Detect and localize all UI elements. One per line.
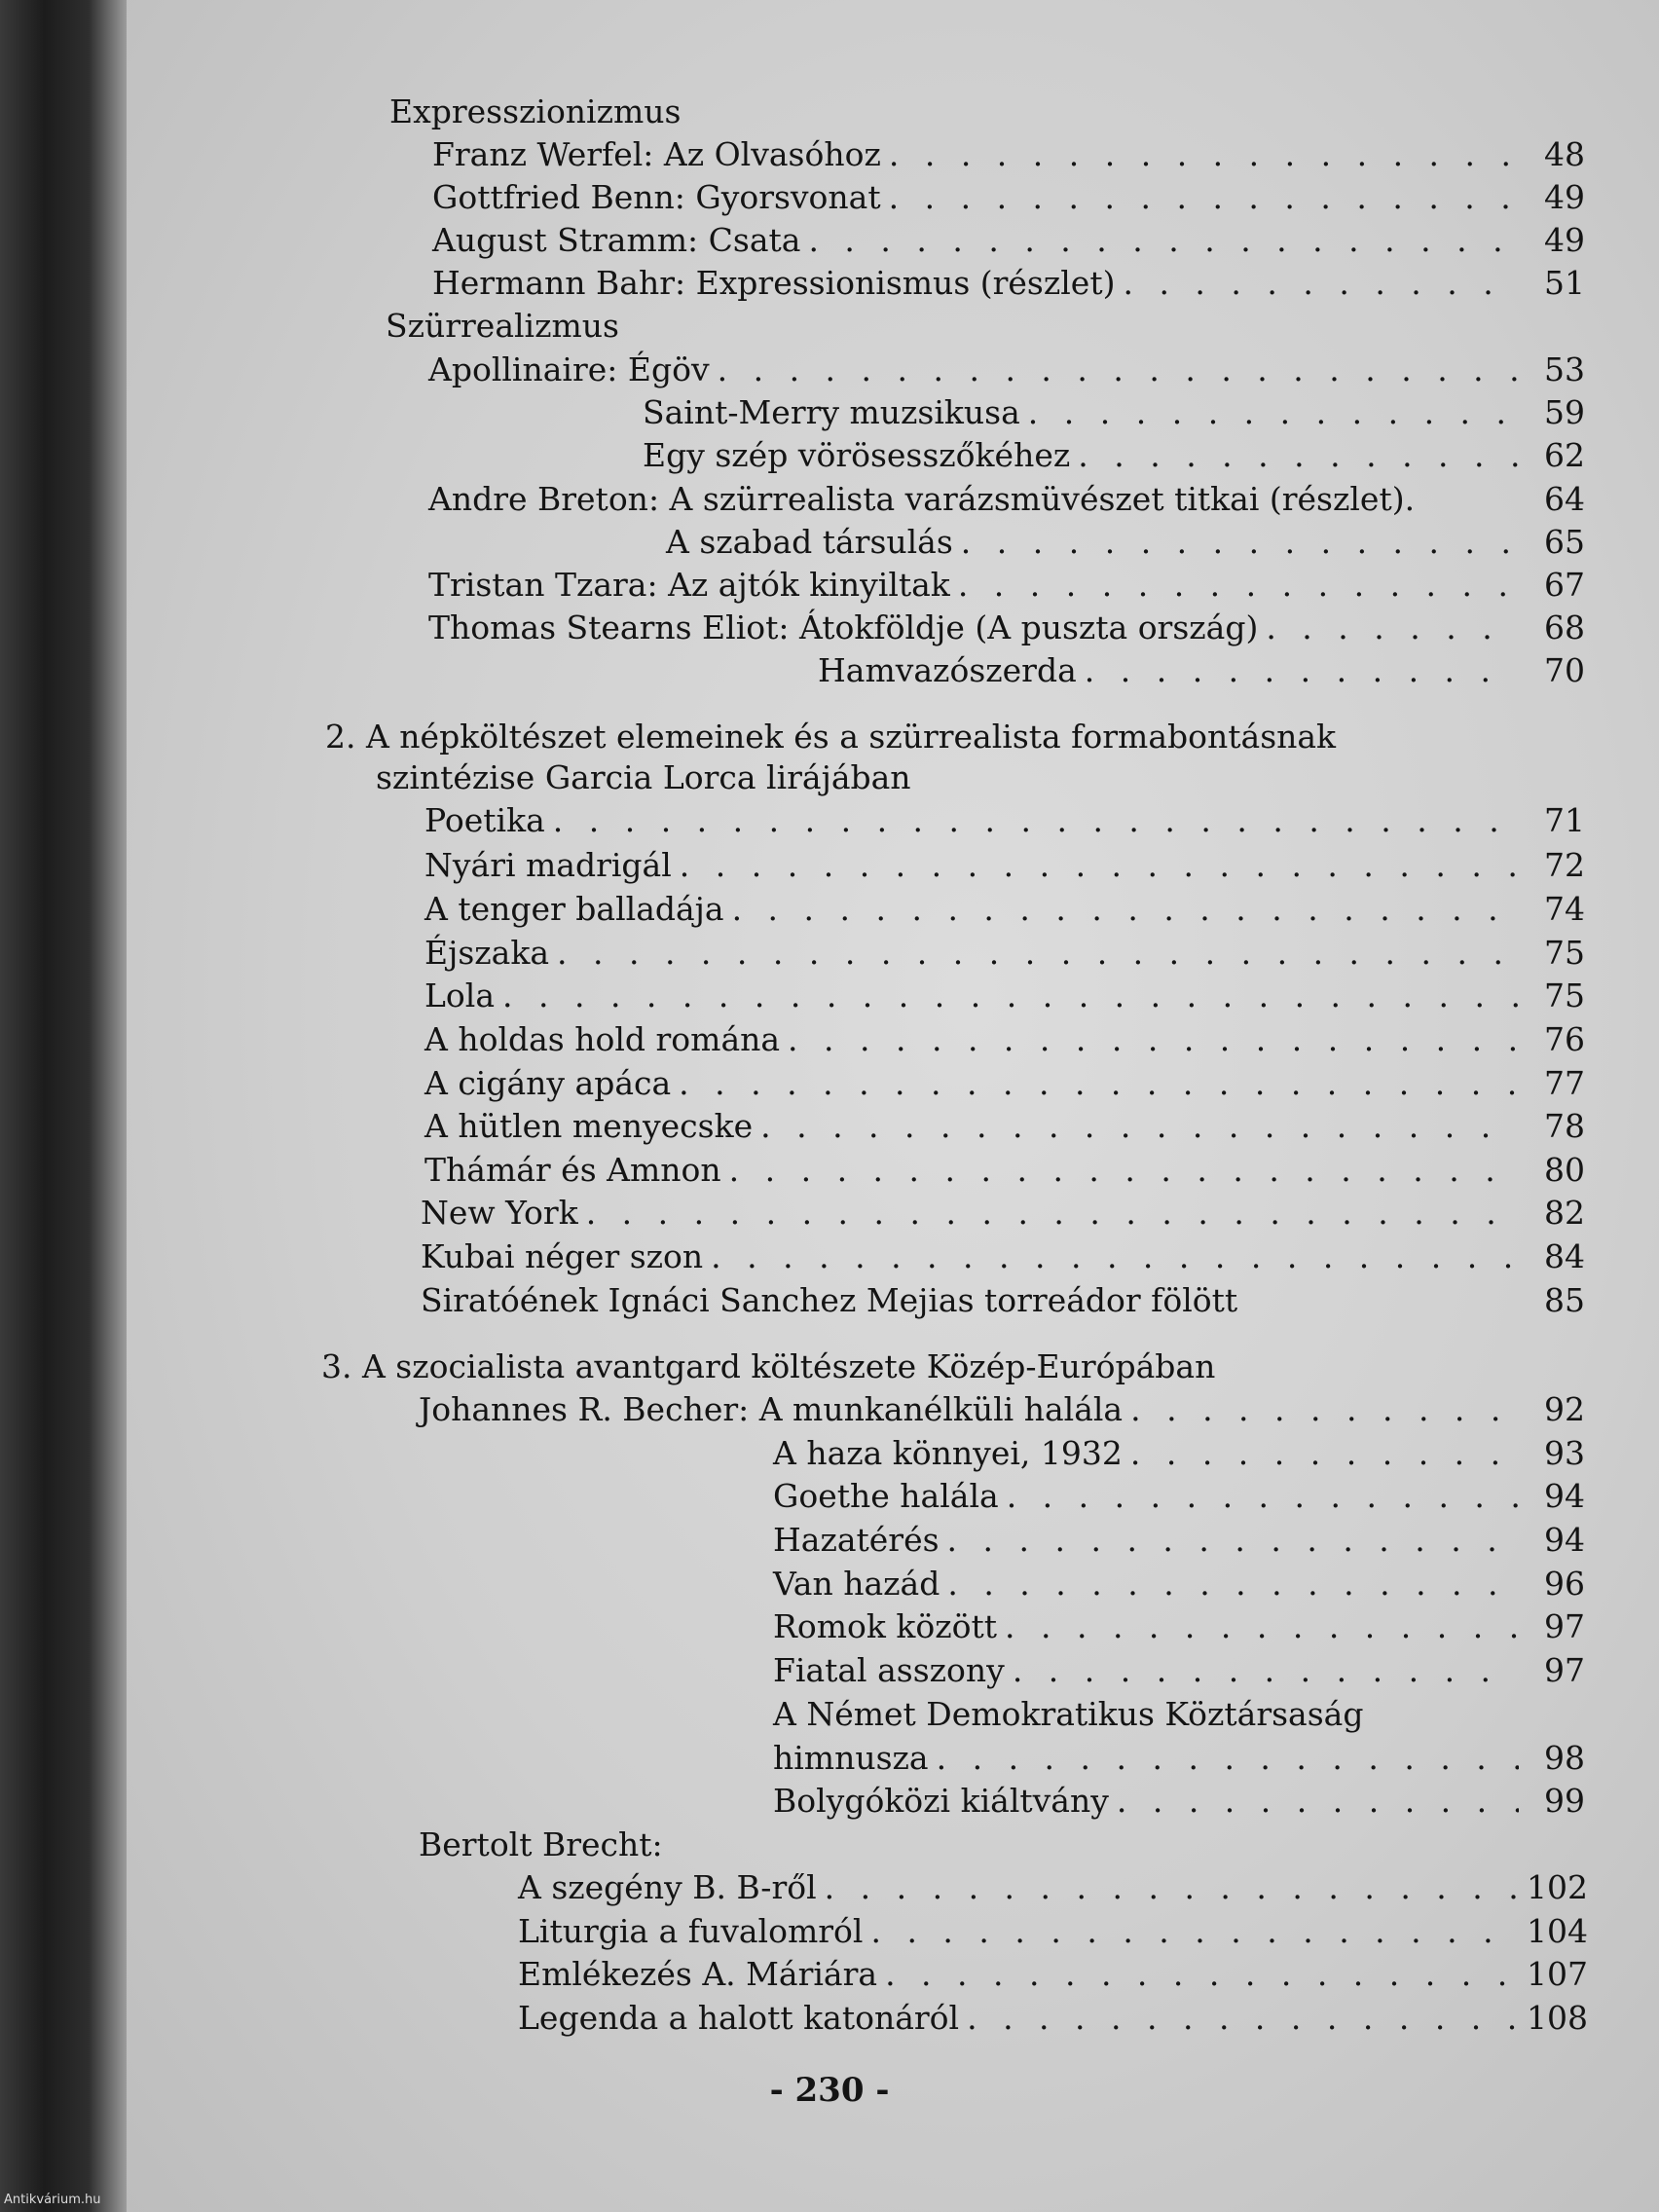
toc-entry (818, 648, 1585, 693)
section-heading-surrealism: Szürrealizmus (386, 307, 619, 345)
toc-page: 51 (1544, 264, 1585, 302)
toc-entry (424, 1017, 1585, 1062)
dot-leader (1013, 1648, 1519, 1693)
toc-title: New York (421, 1194, 578, 1232)
watermark: Antikvárium.hu (4, 2193, 101, 2207)
toc-page: 104 (1527, 1912, 1588, 1950)
dot-leader (1007, 1474, 1519, 1519)
toc-title: Andre Breton: A szürrealista varázsmüvészet titkai (részlet). (428, 480, 1416, 518)
toc-title: Romok között (773, 1607, 998, 1645)
dot-leader (679, 1061, 1519, 1106)
toc-page: 75 (1544, 934, 1585, 972)
dot-leader (502, 974, 1519, 1018)
toc-page: 64 (1544, 480, 1585, 518)
toc-title: Hamvazószerda (818, 651, 1077, 689)
toc-title: A hütlen menyecske (424, 1107, 754, 1145)
toc-page: 107 (1527, 1955, 1588, 1993)
toc-page: 93 (1544, 1434, 1585, 1472)
dot-leader (718, 348, 1519, 392)
dot-leader (885, 1952, 1519, 1997)
toc-page: 62 (1544, 436, 1585, 474)
toc-entry (773, 1562, 1585, 1606)
toc-entry (432, 132, 1585, 177)
toc-entry (424, 887, 1585, 932)
toc-title: himnusza (773, 1739, 929, 1777)
dot-leader (870, 1909, 1519, 1954)
toc-entry (421, 1278, 1585, 1323)
toc-page: 77 (1544, 1064, 1585, 1102)
toc-title: A cigány apáca (424, 1064, 672, 1102)
dot-leader (947, 1518, 1519, 1563)
toc-page: 78 (1544, 1107, 1585, 1145)
toc-page: 96 (1544, 1565, 1585, 1603)
author-heading-brecht: Bertolt Brecht: (419, 1825, 663, 1863)
toc-title: Siratóének Ignáci Sanchez Mejias torreádor fölött (421, 1281, 1238, 1319)
toc-page: 97 (1544, 1607, 1585, 1645)
toc-entry (424, 798, 1585, 843)
toc-title: Liturgia a fuvalomról (518, 1912, 864, 1950)
toc-title-line: A Német Demokratikus Köztársaság (773, 1695, 1364, 1733)
toc-page: 94 (1544, 1521, 1585, 1559)
toc-title: Thámár és Amnon (424, 1151, 721, 1189)
toc-title: A szabad társulás (666, 523, 953, 561)
toc-page: 74 (1544, 890, 1585, 928)
toc-entry (643, 390, 1585, 435)
toc-page: 94 (1544, 1477, 1585, 1515)
toc-page: 84 (1544, 1237, 1585, 1275)
toc-entry (424, 1148, 1585, 1193)
toc-title: Hazatérés (773, 1521, 940, 1559)
toc-entry (666, 520, 1585, 565)
toc-entry (518, 1909, 1588, 1954)
toc-entry (428, 348, 1585, 392)
toc-page: 76 (1544, 1020, 1585, 1058)
toc-page: 65 (1544, 523, 1585, 561)
toc-page: 85 (1544, 1281, 1585, 1319)
toc-entry (773, 1604, 1585, 1649)
toc-entry (424, 1104, 1585, 1149)
toc-title: Bolygóközi kiáltvány (773, 1782, 1109, 1820)
toc-entry (424, 974, 1585, 1018)
toc-page: 67 (1544, 566, 1585, 604)
dot-leader (1266, 606, 1519, 650)
toc-page: 82 (1544, 1194, 1585, 1232)
toc-entry (428, 563, 1585, 608)
dot-leader (1085, 648, 1519, 693)
toc-title: Hermann Bahr: Expressionismus (részlet) (432, 264, 1116, 302)
toc-page: 80 (1544, 1151, 1585, 1189)
toc-entry (518, 1865, 1588, 1910)
dot-leader (937, 1736, 1519, 1781)
toc-entry (643, 433, 1585, 478)
toc-page: 71 (1544, 801, 1585, 839)
toc-entry (424, 843, 1585, 888)
book-spine-shadow (0, 0, 127, 2212)
dot-leader (825, 1865, 1519, 1910)
toc-title: Apollinaire: Égöv (428, 350, 710, 388)
dot-leader (760, 1104, 1519, 1149)
toc-entry (773, 1779, 1585, 1824)
toc-title: Éjszaka (424, 934, 549, 972)
toc-entry (773, 1518, 1585, 1563)
toc-entry (518, 1952, 1588, 1997)
toc-title: Saint-Merry muzsikusa (643, 393, 1020, 431)
toc-page: 72 (1544, 846, 1585, 884)
toc-page: 99 (1544, 1782, 1585, 1820)
toc-title: Nyári madrigál (424, 846, 672, 884)
toc-title: Tristan Tzara: Az ajtók kinyiltak (428, 566, 950, 604)
dot-leader (788, 1017, 1519, 1062)
toc-page: 108 (1527, 1999, 1588, 2037)
toc-entry (432, 218, 1585, 263)
dot-leader (680, 843, 1519, 888)
section-heading-expressionism: Expresszionizmus (389, 92, 682, 130)
dot-leader (889, 175, 1519, 220)
toc-page: 68 (1544, 608, 1585, 646)
toc-entry (518, 1996, 1588, 2041)
toc-title: Van hazád (773, 1565, 940, 1603)
dot-leader (553, 798, 1519, 843)
toc-title: Emlékezés A. Máriára (518, 1955, 878, 1993)
dot-leader (958, 563, 1519, 608)
toc-title: Legenda a halott katonáról (518, 1999, 960, 2037)
dot-leader (1123, 261, 1519, 306)
toc-title: Johannes R. Becher: A munkanélküli halála (419, 1390, 1124, 1428)
toc-page: 75 (1544, 977, 1585, 1014)
dot-leader (967, 1996, 1519, 2041)
toc-title: Egy szép vörösesszőkéhez (643, 436, 1071, 474)
toc-title: A szegény B. B-ről (518, 1868, 817, 1906)
toc-title: Goethe halála (773, 1477, 999, 1515)
toc-title: Poetika (424, 801, 545, 839)
section-heading-2: 2. A népköltészet elemeinek és a szürrealista formabontásnak (325, 718, 1337, 756)
toc-title: August Stramm: Csata (432, 221, 801, 259)
toc-entry (424, 1061, 1585, 1106)
toc-page: 48 (1544, 135, 1585, 173)
toc-title: Thomas Stearns Eliot: Átokföldje (A puszta ország) (428, 608, 1259, 646)
toc-page: 92 (1544, 1390, 1585, 1428)
dot-leader (1130, 1387, 1519, 1432)
toc-title: A holdas hold romána (424, 1020, 781, 1058)
toc-entry (428, 606, 1585, 650)
toc-entry (421, 1235, 1585, 1279)
toc-title: Lola (424, 977, 496, 1014)
toc-page: 53 (1544, 350, 1585, 388)
toc-page: 97 (1544, 1651, 1585, 1689)
toc-page: 70 (1544, 651, 1585, 689)
dot-leader (1005, 1604, 1519, 1649)
toc-entry (773, 1736, 1585, 1781)
toc-entry (421, 1191, 1585, 1235)
toc-title: A haza könnyei, 1932 (773, 1434, 1123, 1472)
dot-leader (1028, 390, 1519, 435)
toc-entry (773, 1431, 1585, 1476)
dot-leader (947, 1562, 1519, 1606)
dot-leader (808, 218, 1519, 263)
dot-leader (1130, 1431, 1519, 1476)
toc-entry (773, 1474, 1585, 1519)
toc-title: Franz Werfel: Az Olvasóhoz (432, 135, 881, 173)
section-heading-3: 3. A szocialista avantgard költészete Közép-Európában (321, 1347, 1216, 1385)
toc-page: 102 (1527, 1868, 1588, 1906)
dot-leader (1117, 1779, 1519, 1824)
toc-title: Kubai néger szon (421, 1237, 704, 1275)
toc-page: 98 (1544, 1739, 1585, 1777)
toc-entry (424, 931, 1585, 976)
dot-leader (711, 1235, 1519, 1279)
toc-title: Gottfried Benn: Gyorsvonat (432, 178, 881, 216)
toc-entry (773, 1648, 1585, 1693)
dot-leader (557, 931, 1519, 976)
toc-entry (428, 477, 1585, 522)
dot-leader (961, 520, 1519, 565)
toc-entry (419, 1387, 1585, 1432)
toc-entry (432, 261, 1585, 306)
dot-leader (889, 132, 1519, 177)
toc-title: Fiatal asszony (773, 1651, 1005, 1689)
dot-leader (729, 1148, 1519, 1193)
toc-entry (432, 175, 1585, 220)
section-heading-2-continued: szintézise Garcia Lorca lirájában (376, 758, 911, 796)
toc-title: A tenger balladája (424, 890, 724, 928)
dot-leader (1078, 433, 1519, 478)
page-number: - 230 - (769, 2071, 890, 2110)
toc-page: 49 (1544, 221, 1585, 259)
dot-leader (586, 1191, 1519, 1235)
toc-page: 59 (1544, 393, 1585, 431)
dot-leader (732, 887, 1519, 932)
toc-page: 49 (1544, 178, 1585, 216)
